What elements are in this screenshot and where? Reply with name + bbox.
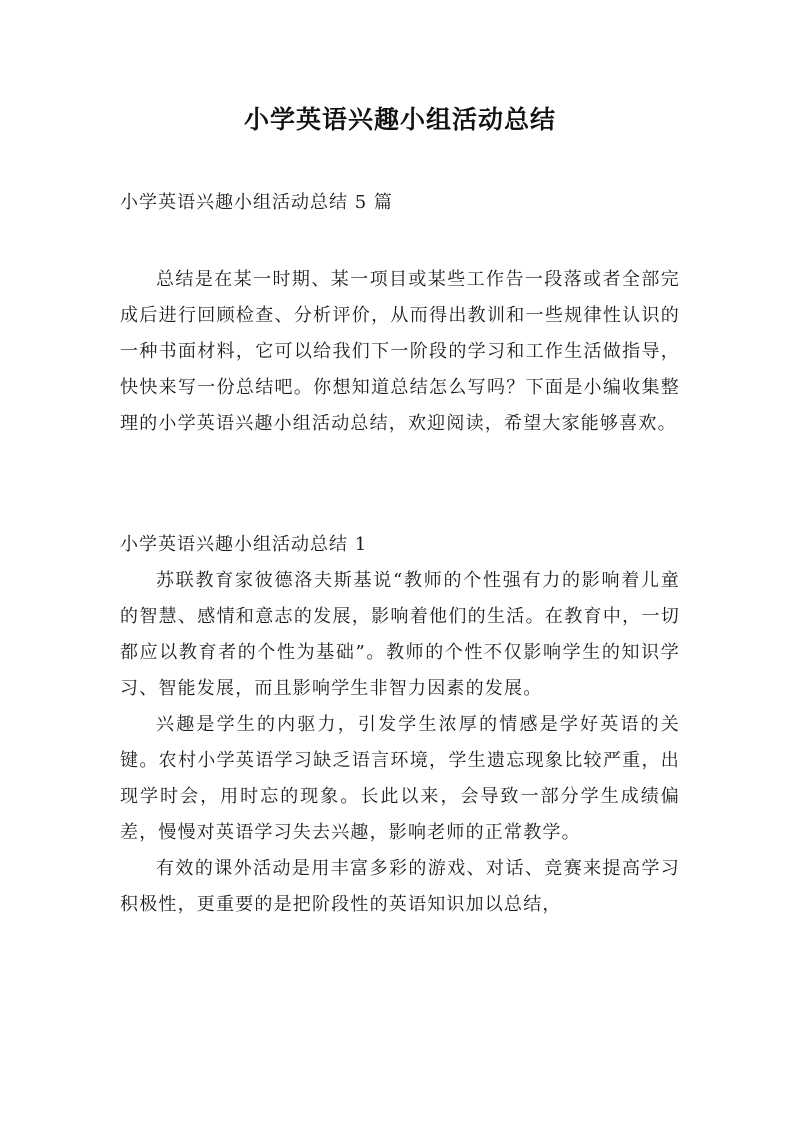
body-paragraph: 兴趣是学生的内驱力，引发学生浓厚的情感是学好英语的关键。农村小学英语学习缺乏语言环境，学生遗忘现象比较严重，出现学时会，用时忘的现象。长此以来，会导致一部分学生成绩偏差，慢慢对英语学习失去兴趣，影响老师的正常教学。 [120,714,680,843]
body-paragraph: 有效的课外活动是用丰富多彩的游戏、对话、竞赛来提高学习积极性，更重要的是把阶段性的英语知识加以总结， [120,858,680,915]
intro-paragraph-block [120,262,680,442]
body-paragraph: 苏联教育家彼德洛夫斯基说“教师的个性强有力的影响着儿童的智慧、感情和意志的发展，影响着他们的生活。在教育中，一切都应以教育者的个性为基础”。教师的个性不仅影响学生的知识学习、智能发展，而且影响学生非智力因素的发展。 [120,570,680,699]
body-paragraphs [120,563,680,923]
section-heading: 小学英语兴趣小组活动总结 1 [120,534,368,555]
document-title: 小学英语兴趣小组活动总结 [243,105,556,134]
intro-paragraph: 总结是在某一时期、某一项目或某些工作告一段落或者全部完成后进行回顾检查、分析评价，从而得出教训和一些规律性认识的一种书面材料，它可以给我们下一阶段的学习和工作生活做指导，快快来写一份总结吧。你想知道总结怎么写吗？下面是小编收集整理的小学英语兴趣小组活动总结，欢迎阅读，希望大家能够喜欢。 [120,269,680,434]
document-subtitle: 小学英语兴趣小组活动总结 5 篇 [120,192,393,213]
